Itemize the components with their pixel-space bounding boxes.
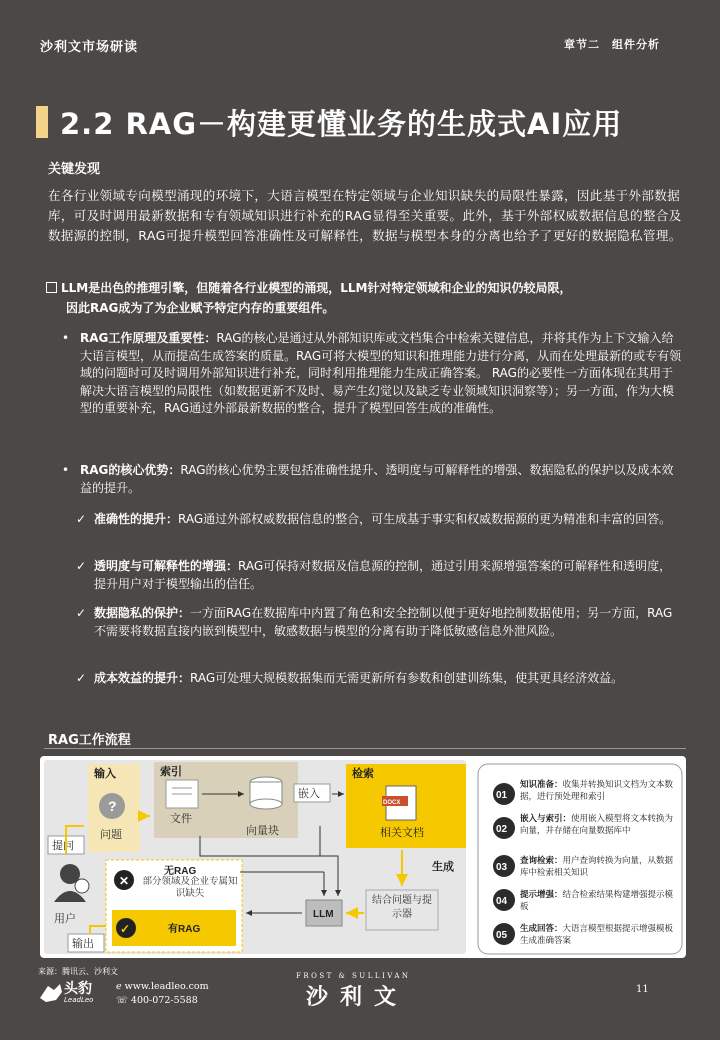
docx-label: DOCX: [383, 800, 401, 806]
source-note: 来源：腾讯云、沙利文: [38, 967, 118, 976]
step-05-text: 生成回答：大语言模型根据提示增强模板生成准确答案: [520, 923, 674, 945]
related-docs-label: 相关文档: [380, 827, 424, 839]
step-04: [493, 889, 515, 911]
web-icon: ℯ: [116, 981, 125, 992]
index-label: 索引: [160, 766, 182, 778]
svg-text:01: 01: [496, 790, 508, 801]
header-chapter: 章节二 组件分析: [564, 38, 660, 51]
bullet-dot-icon: •: [62, 331, 70, 345]
bullet-principle-text: RAG的核心是通过从外部知识库或文档集合中检索关键信息，并将其作为上下文输入给大语言模型，从而提高生成答案的质量。RAG可将大模型的知识和推理能力进行分离，从而在处理最新的或专有领域的问题时可及时调用外部知识进行补充，同时利用推理能力生成正确答案。 RAG的必要性一方面体现在其用于解决大语言模型的局限性（如数据更新不及时、易产生幻觉以及缺乏专业领域知识洞察等）；另一方面，作为大模型的重要补充，RAG通过外部最新数据的整合，提升了模型回答生成的准确性。: [80, 331, 682, 415]
check-item-transparency: [76, 558, 678, 593]
header-brand: 沙利文市场研读: [40, 40, 139, 55]
output-label: 输出: [72, 938, 94, 950]
check-label: 透明度与可解释性的增强：: [94, 559, 239, 573]
file-label: 文件: [170, 813, 192, 825]
user-label: 用户: [54, 913, 76, 925]
svg-text:02: 02: [496, 824, 508, 835]
question-mark-glyph: ?: [108, 798, 117, 814]
key-point-line2: 因此RAG成为了为企业赋予特定内存的重要组件。: [66, 301, 335, 315]
with-rag-label: 有RAG: [168, 924, 201, 935]
step-01-text: 知识准备：收集并转换知识文档为文本数据，进行预处理和索引: [520, 779, 674, 801]
check-label: 准确性的提升：: [94, 512, 179, 526]
no-rag-desc: 部分领域及企业专属知识缺失: [142, 876, 238, 899]
check-item-accuracy: [76, 511, 678, 529]
check-label: 成本效益的提升：: [94, 671, 191, 685]
key-point: [46, 278, 686, 318]
checkbox-square-icon: [46, 282, 57, 293]
ask-label: 提问: [52, 840, 74, 852]
embed-label: 嵌入: [298, 788, 320, 800]
frost-sullivan-logo: 沙利文: [306, 985, 409, 1010]
svg-text:03: 03: [496, 862, 508, 873]
svg-text:✕: ✕: [119, 874, 130, 888]
checkmark-icon: ✓: [76, 671, 87, 685]
svg-text:✓: ✓: [120, 922, 131, 936]
divider: [44, 748, 686, 749]
step-05: [493, 923, 515, 945]
checkmark-icon: ✓: [76, 559, 87, 573]
key-findings-intro: 在各行业领域专向模型涌现的环境下，大语言模型在特定领域与企业知识缺失的局限性暴露，因此基于外部数据库，可及时调用最新数据和专有领域知识进行补充的RAG显得至关重要。此外，基于外部权威数据信息的整合及数据源的控制，RAG可提升模型回答准确性及可解释性，数据与模型本身的分离也给予了更好的数据隐私管理。: [48, 188, 682, 243]
question-label: 问题: [100, 829, 122, 841]
page-title: 2.2 RAG－构建更懂业务的生成式AI应用: [60, 107, 623, 141]
bullet-principle-label: RAG工作原理及重要性：: [80, 331, 217, 345]
key-point-line1: LLM是出色的推理引擎，但随着各行业模型的涌现，LLM针对特定领域和企业的知识仍较局限，: [61, 281, 572, 295]
key-findings-heading: 关键发现: [48, 162, 101, 177]
checkmark-icon: ✓: [76, 512, 87, 526]
checkmark-icon: ✓: [76, 606, 87, 620]
check-text: 一方面RAG在数据库中内置了角色和安全控制以便于更好地控制数据使用；另一方面，RAG不需要将数据直接内嵌到模型中，敏感数据与模型的分离有助于降低敏感信息外泄风险。: [94, 606, 673, 638]
check-label: 数据隐私的保护：: [94, 606, 191, 620]
frost-sullivan-en: FROST & SULLIVAN: [296, 972, 411, 980]
input-label: 输入: [94, 768, 116, 780]
no-rag-title: 无RAG: [164, 866, 197, 877]
check-item-privacy: [76, 605, 678, 640]
rag-workflow-diagram: [40, 756, 686, 958]
check-text: RAG可处理大规模数据集而无需更新所有参数和创建训练集，使其更具经济效益。: [190, 671, 624, 685]
phone-icon: ☏: [116, 995, 131, 1006]
vector-label: 向量块: [246, 825, 279, 837]
title-accent-bar: [36, 106, 48, 138]
check-item-cost: [76, 670, 678, 688]
step-01: [493, 783, 515, 805]
page-number: 11: [636, 984, 649, 995]
check-text: RAG通过外部权威数据信息的整合，可生成基于事实和权威数据源的更为精准和丰富的回答。: [178, 512, 672, 526]
bullet-advantages-text: RAG的核心优势主要包括准确性提升、透明度与可解释性的增强、数据隐私的保护以及成本效益的提升。: [80, 463, 674, 495]
contact-info: [116, 980, 209, 1008]
website-link[interactable]: www.leadleo.com: [124, 981, 209, 992]
leadleo-sub: LeadLeo: [64, 996, 94, 1004]
bullet-advantages-label: RAG的核心优势：: [80, 463, 181, 477]
page-header: [40, 36, 660, 56]
leadleo-brand: 头豹: [64, 981, 92, 997]
retrieve-label: 检索: [352, 768, 374, 780]
step-02-text: 嵌入与索引：使用嵌入模型将文本转换为向量，并存储在向量数据库中: [520, 813, 674, 835]
llm-label: LLM: [313, 909, 334, 920]
workflow-heading: RAG工作流程: [48, 733, 131, 748]
svg-text:04: 04: [496, 896, 508, 907]
phone-number: 400-072-5588: [130, 995, 198, 1006]
bullet-principle: [62, 330, 682, 418]
step-04-text: 提示增强：结合检索结果构建增强提示模板: [520, 889, 674, 911]
step-03: [493, 855, 515, 877]
section-title: [36, 102, 690, 146]
svg-text:05: 05: [496, 930, 508, 941]
bullet-dot-icon: •: [62, 463, 70, 477]
step-02: [493, 817, 515, 839]
check-text: RAG可保持对数据及信息源的控制，通过引用来源增强答案的可解释性和透明度，提升用户对于模型输出的信任。: [94, 559, 672, 591]
generate-label: 生成: [432, 861, 454, 873]
bullet-advantages: [62, 462, 682, 497]
combine-label: 结合问题与提示器: [372, 895, 432, 920]
step-03-text: 查询检索：用户查询转换为向量，从数据库中检索相关知识: [520, 855, 674, 877]
